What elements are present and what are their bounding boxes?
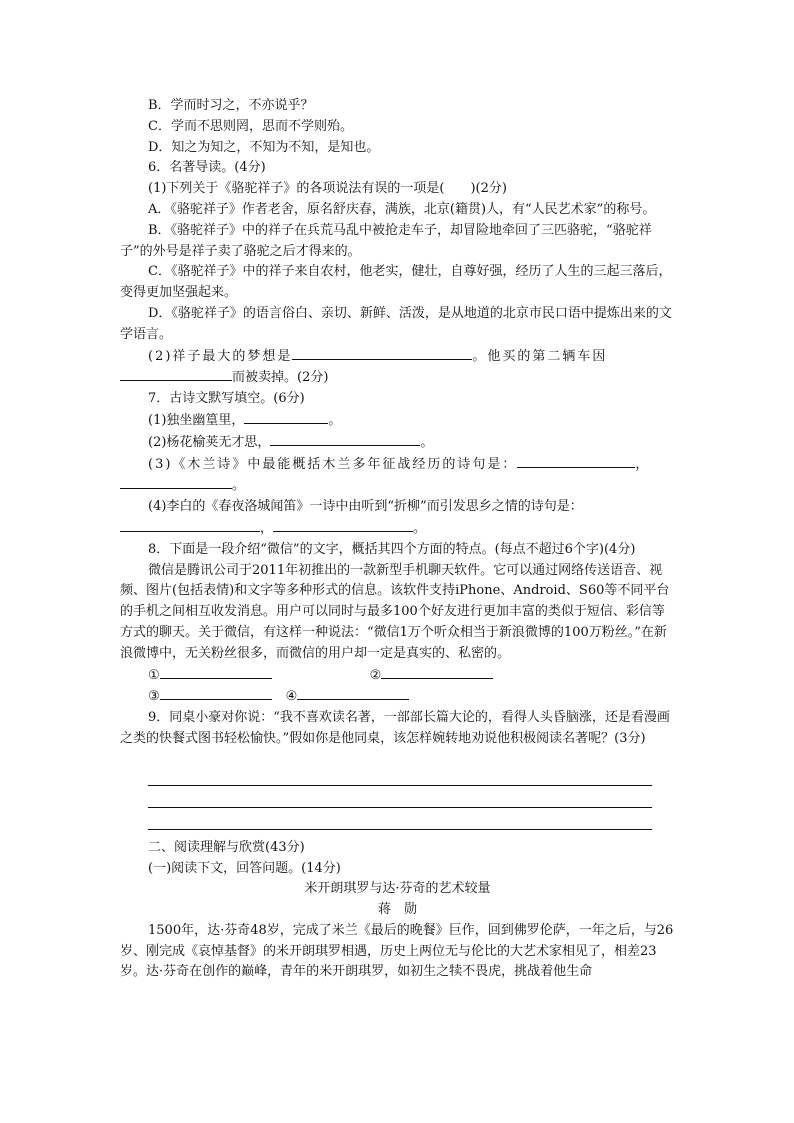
answer-line — [148, 786, 652, 808]
question-7-2 — [120, 432, 675, 454]
answer-lines — [148, 764, 675, 830]
answer-number: ② — [369, 667, 382, 683]
answer-blank — [292, 346, 472, 360]
question-7-3 — [120, 454, 675, 476]
answer-blank — [297, 686, 409, 700]
question-9: 9．同桌小豪对你说：“我不喜欢读名著，一部部长篇大论的，看得人头昏脑涨，还是看漫画之类的快餐式图书轻松愉快。”假如你是他同桌，该怎样婉转地劝说他积极阅读名著呢？(3分) — [120, 710, 670, 746]
question-6-2-text-a: (2)祥子最大的梦想是 — [148, 348, 293, 364]
section-2-heading: 二、阅读理解与欣赏(43分) — [148, 839, 305, 855]
punct: 。 — [413, 520, 427, 536]
question-6-option-d: D．《骆驼祥子》的语言俗白、亲切、新鲜、活泼，是从地道的北京市民口语中提炼出来的文学语言。 — [120, 305, 672, 342]
answer-blank — [160, 686, 272, 700]
punct: 。 — [328, 412, 342, 428]
question-8-passage: 微信是腾讯公司于2011年初推出的一款新型手机聊天软件。它可以通过网络传送语音、视频、图片(包括表情)和文字等多种形式的信息。该软件支持iPhone、Android、S60等不同平台的手机之间相互收发消息。用户可以同时与最多100个好友进行更加丰富的类似于短信、彩信等方式的聊天。关于微信，有这样一种说法：“微信1万个听众相当于新浪微博的100万粉丝。”在新浪微博中，无关粉丝很多，而微信的用户却一定是真实的、私密的。 — [120, 562, 670, 661]
answer-blank — [120, 518, 260, 532]
section-2-part-1: (一)阅读下文，回答问题。(14分) — [148, 860, 341, 876]
question-7-4-cont — [120, 518, 675, 540]
option-d: D．知之为知之，不知为不知，是知也。 — [148, 139, 380, 155]
answer-number: ③ — [148, 689, 160, 705]
option-b: B．学而时习之，不亦说乎？ — [148, 98, 314, 113]
answer-blank — [270, 432, 420, 446]
answer-blank — [160, 665, 272, 679]
answer-line — [148, 764, 652, 786]
question-8-answers-row-2 — [120, 686, 675, 708]
question-7-3-cont — [120, 475, 675, 497]
question-6-2-cont — [120, 367, 675, 389]
question-6-option-c: C．《骆驼祥子》中的祥子来自农村，他老实，健壮，自尊好强，经历了人生的三起三落后，变得更加坚强起来。 — [120, 264, 672, 301]
question-6-option-b: B．《骆驼祥子》中的祥子在兵荒马乱中被抢走车子，却冒险地牵回了三匹骆驼，“骆驼祥子”的外号是祥子卖了骆驼之后才得来的。 — [120, 222, 652, 259]
option-c: C．学而不思则罔，思而不学则殆。 — [148, 118, 353, 134]
question-7-2-text: (2)杨花榆荚无才思， — [148, 434, 271, 450]
question-6-2 — [120, 346, 675, 368]
question-6-2-text-c: 而被卖掉。(2分) — [232, 370, 329, 386]
question-8-answers-row-1 — [120, 665, 675, 687]
punct: 。 — [232, 478, 246, 494]
question-7-1 — [120, 410, 675, 432]
article-title: 米开朗琪罗与达·芬奇的艺术较量 — [304, 881, 491, 897]
answer-number: ① — [148, 667, 160, 683]
page-content — [120, 96, 675, 983]
punct: ， — [635, 456, 649, 472]
answer-number: ④ — [285, 689, 298, 705]
answer-blank — [273, 518, 413, 532]
answer-blank — [120, 367, 232, 381]
question-7: 7．古诗文默写填空。(6分) — [148, 391, 305, 407]
question-6-1: (1)下列关于《骆驼祥子》的各项说法有误的一项是( )(2分) — [148, 181, 507, 197]
question-7-4: (4)李白的《春夜洛城闻笛》一诗中由听到“折柳”而引发思乡之情的诗句是： — [148, 499, 583, 515]
question-6-2-text-b: 。他买的第二辆车因 — [472, 348, 608, 364]
answer-blank — [517, 454, 635, 468]
question-8: 8．下面是一段介绍“微信”的文字，概括其四个方面的特点。(每点不超过6个字)(4分) — [148, 541, 636, 557]
question-7-3-text: (3)《木兰诗》中最能概括木兰多年征战经历的诗句是： — [148, 456, 518, 472]
answer-blank — [120, 475, 232, 489]
answer-blank — [381, 665, 493, 679]
answer-line — [148, 808, 652, 830]
article-body: 1500年，达·芬奇48岁，完成了米兰《最后的晚餐》巨作，回到佛罗伦萨，一年之后，与26岁、刚完成《哀悼基督》的米开朗琪罗相遇，历史上两位无与伦比的大艺术家相见了，相差23岁。达·芬奇在创作的巅峰，青年的米开朗琪罗，如初生之犊不畏虎，挑战着他生命 — [120, 922, 674, 980]
question-7-1-text: (1)独坐幽篁里， — [148, 412, 245, 428]
answer-blank — [244, 410, 328, 424]
punct: 。 — [420, 434, 434, 450]
article-author: 蒋 勋 — [377, 902, 417, 918]
question-6-option-a: A．《骆驼祥子》作者老舍，原名舒庆春，满族，北京(籍贯)人，有“人民艺术家”的称号。 — [148, 201, 656, 217]
punct: ， — [260, 520, 274, 536]
question-6: 6．名著导读。(4分) — [148, 160, 266, 176]
